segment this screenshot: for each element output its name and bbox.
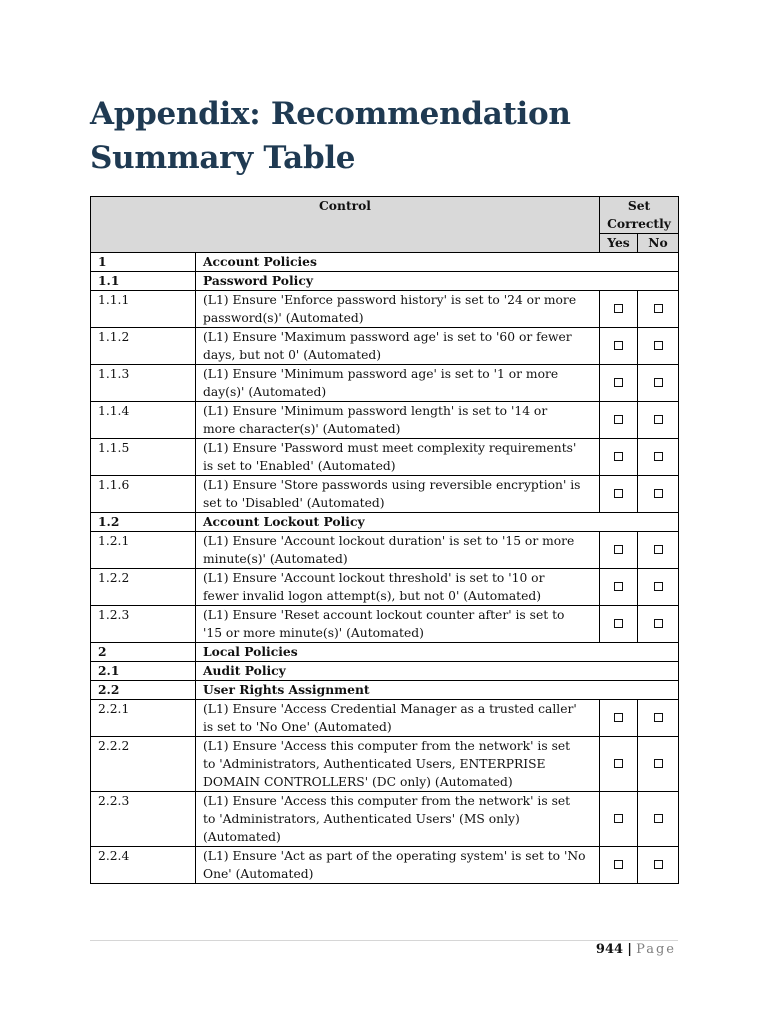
description-line: days, but not 0' (Automated) bbox=[203, 348, 382, 362]
no-checkbox[interactable] bbox=[654, 452, 663, 461]
no-cell bbox=[638, 328, 679, 365]
control-description bbox=[196, 569, 600, 606]
yes-checkbox[interactable] bbox=[614, 304, 623, 313]
control-number: 2.2.1 bbox=[91, 700, 196, 737]
page-title: Appendix: Recommendation Summary Table bbox=[90, 96, 571, 176]
yes-checkbox[interactable] bbox=[614, 415, 623, 424]
table-row bbox=[91, 439, 679, 476]
yes-cell bbox=[600, 439, 638, 476]
table-row bbox=[91, 365, 679, 402]
control-number: 1.1.2 bbox=[91, 328, 196, 365]
yes-checkbox[interactable] bbox=[614, 619, 623, 628]
control-description bbox=[196, 328, 600, 365]
yes-checkbox[interactable] bbox=[614, 378, 623, 387]
section-title: Account Policies bbox=[196, 253, 679, 272]
control-number: 2.2.2 bbox=[91, 737, 196, 792]
no-cell bbox=[638, 532, 679, 569]
section-number: 1.2 bbox=[91, 513, 196, 532]
table-row bbox=[91, 569, 679, 606]
section-title: Local Policies bbox=[196, 643, 679, 662]
no-checkbox[interactable] bbox=[654, 341, 663, 350]
section-row bbox=[91, 662, 679, 681]
description-line: (L1) Ensure 'Reset account lockout counter after' is set to bbox=[203, 608, 565, 622]
no-cell bbox=[638, 402, 679, 439]
yes-cell bbox=[600, 569, 638, 606]
description-line: (L1) Ensure 'Minimum password age' is set to '1 or more bbox=[203, 367, 559, 381]
no-cell bbox=[638, 847, 679, 884]
section-row bbox=[91, 272, 679, 291]
control-description bbox=[196, 606, 600, 643]
description-line: (L1) Ensure 'Access this computer from the network' is set bbox=[203, 794, 571, 808]
no-checkbox[interactable] bbox=[654, 415, 663, 424]
section-row bbox=[91, 253, 679, 272]
yes-cell bbox=[600, 402, 638, 439]
description-line: (L1) Ensure 'Maximum password age' is set to '60 or fewer bbox=[203, 330, 572, 344]
page-label: Page bbox=[636, 942, 676, 957]
section-title: Password Policy bbox=[196, 272, 679, 291]
table-body bbox=[91, 253, 679, 884]
no-cell bbox=[638, 476, 679, 513]
no-cell bbox=[638, 792, 679, 847]
control-description bbox=[196, 792, 600, 847]
set-correctly-header: Set Correctly bbox=[600, 197, 679, 234]
yes-cell bbox=[600, 328, 638, 365]
description-line: (L1) Ensure 'Account lockout duration' is set to '15 or more bbox=[203, 534, 575, 548]
control-description bbox=[196, 532, 600, 569]
yes-cell bbox=[600, 792, 638, 847]
control-description bbox=[196, 847, 600, 884]
description-line: '15 or more minute(s)' (Automated) bbox=[203, 626, 424, 640]
control-description bbox=[196, 737, 600, 792]
yes-cell bbox=[600, 847, 638, 884]
description-line: (L1) Ensure 'Enforce password history' is set to '24 or more bbox=[203, 293, 577, 307]
yes-checkbox[interactable] bbox=[614, 545, 623, 554]
yes-checkbox[interactable] bbox=[614, 582, 623, 591]
yes-checkbox[interactable] bbox=[614, 489, 623, 498]
description-line: One' (Automated) bbox=[203, 867, 314, 881]
description-line: minute(s)' (Automated) bbox=[203, 552, 348, 566]
section-title: Account Lockout Policy bbox=[196, 513, 679, 532]
control-number: 1.1.5 bbox=[91, 439, 196, 476]
description-line: day(s)' (Automated) bbox=[203, 385, 327, 399]
no-checkbox[interactable] bbox=[654, 619, 663, 628]
table-row bbox=[91, 402, 679, 439]
table-row bbox=[91, 792, 679, 847]
control-description bbox=[196, 476, 600, 513]
description-line: (L1) Ensure 'Password must meet complexity requirements' bbox=[203, 441, 577, 455]
yes-checkbox[interactable] bbox=[614, 814, 623, 823]
description-line: password(s)' (Automated) bbox=[203, 311, 364, 325]
table-row bbox=[91, 328, 679, 365]
no-cell bbox=[638, 737, 679, 792]
section-row bbox=[91, 643, 679, 662]
description-line: (L1) Ensure 'Minimum password length' is set to '14 or bbox=[203, 404, 548, 418]
yes-cell bbox=[600, 737, 638, 792]
section-number: 1 bbox=[91, 253, 196, 272]
description-line: to 'Administrators, Authenticated Users' (MS only) bbox=[203, 812, 520, 826]
no-cell bbox=[638, 606, 679, 643]
control-number: 1.2.1 bbox=[91, 532, 196, 569]
description-line: fewer invalid logon attempt(s), but not 0' (Automated) bbox=[203, 589, 542, 603]
description-line: DOMAIN CONTROLLERS' (DC only) (Automated) bbox=[203, 775, 513, 789]
yes-checkbox[interactable] bbox=[614, 341, 623, 350]
no-checkbox[interactable] bbox=[654, 545, 663, 554]
description-line: is set to 'No One' (Automated) bbox=[203, 720, 392, 734]
no-checkbox[interactable] bbox=[654, 582, 663, 591]
no-checkbox[interactable] bbox=[654, 759, 663, 768]
description-line: (L1) Ensure 'Act as part of the operating system' is set to 'No bbox=[203, 849, 586, 863]
page-number: 944 bbox=[595, 942, 624, 957]
yes-cell bbox=[600, 606, 638, 643]
no-column-header: No bbox=[638, 234, 679, 253]
description-line: (Automated) bbox=[203, 830, 281, 844]
section-number: 2.1 bbox=[91, 662, 196, 681]
no-checkbox[interactable] bbox=[654, 860, 663, 869]
table-row bbox=[91, 532, 679, 569]
footer-divider bbox=[90, 940, 678, 941]
description-line: (L1) Ensure 'Access Credential Manager as a trusted caller' bbox=[203, 702, 577, 716]
control-number: 1.1.4 bbox=[91, 402, 196, 439]
control-description bbox=[196, 402, 600, 439]
description-line: (L1) Ensure 'Store passwords using reversible encryption' is bbox=[203, 478, 581, 492]
control-number: 2.2.4 bbox=[91, 847, 196, 884]
section-number: 2.2 bbox=[91, 681, 196, 700]
footer-separator: | bbox=[627, 942, 632, 957]
no-cell bbox=[638, 365, 679, 402]
no-checkbox[interactable] bbox=[654, 304, 663, 313]
no-checkbox[interactable] bbox=[654, 378, 663, 387]
yes-cell bbox=[600, 532, 638, 569]
description-line: set to 'Disabled' (Automated) bbox=[203, 496, 385, 510]
yes-cell bbox=[600, 291, 638, 328]
yes-checkbox[interactable] bbox=[614, 713, 623, 722]
page-footer bbox=[596, 942, 676, 957]
table-row bbox=[91, 847, 679, 884]
control-number: 1.1.3 bbox=[91, 365, 196, 402]
section-title: Audit Policy bbox=[196, 662, 679, 681]
no-cell bbox=[638, 700, 679, 737]
table-row bbox=[91, 737, 679, 792]
yes-cell bbox=[600, 476, 638, 513]
description-line: is set to 'Enabled' (Automated) bbox=[203, 459, 396, 473]
recommendation-summary-table bbox=[90, 196, 679, 884]
control-number: 1.2.2 bbox=[91, 569, 196, 606]
no-checkbox[interactable] bbox=[654, 489, 663, 498]
yes-checkbox[interactable] bbox=[614, 759, 623, 768]
section-number: 1.1 bbox=[91, 272, 196, 291]
description-line: (L1) Ensure 'Account lockout threshold' is set to '10 or bbox=[203, 571, 545, 585]
yes-cell bbox=[600, 700, 638, 737]
yes-column-header: Yes bbox=[600, 234, 638, 253]
control-description bbox=[196, 291, 600, 328]
section-row bbox=[91, 513, 679, 532]
control-number: 1.2.3 bbox=[91, 606, 196, 643]
no-cell bbox=[638, 569, 679, 606]
description-line: more character(s)' (Automated) bbox=[203, 422, 401, 436]
no-cell bbox=[638, 291, 679, 328]
table-row bbox=[91, 476, 679, 513]
no-checkbox[interactable] bbox=[654, 713, 663, 722]
control-description bbox=[196, 439, 600, 476]
description-line: to 'Administrators, Authenticated Users, ENTERPRISE bbox=[203, 757, 546, 771]
section-row bbox=[91, 681, 679, 700]
yes-checkbox[interactable] bbox=[614, 452, 623, 461]
control-number: 2.2.3 bbox=[91, 792, 196, 847]
yes-cell bbox=[600, 365, 638, 402]
control-description bbox=[196, 365, 600, 402]
control-column-header: Control bbox=[91, 197, 600, 253]
description-line: (L1) Ensure 'Access this computer from the network' is set bbox=[203, 739, 571, 753]
table-row bbox=[91, 606, 679, 643]
no-cell bbox=[638, 439, 679, 476]
section-number: 2 bbox=[91, 643, 196, 662]
control-number: 1.1.1 bbox=[91, 291, 196, 328]
control-number: 1.1.6 bbox=[91, 476, 196, 513]
no-checkbox[interactable] bbox=[654, 814, 663, 823]
table-row bbox=[91, 700, 679, 737]
yes-checkbox[interactable] bbox=[614, 860, 623, 869]
table-row bbox=[91, 291, 679, 328]
section-title: User Rights Assignment bbox=[196, 681, 679, 700]
control-description bbox=[196, 700, 600, 737]
